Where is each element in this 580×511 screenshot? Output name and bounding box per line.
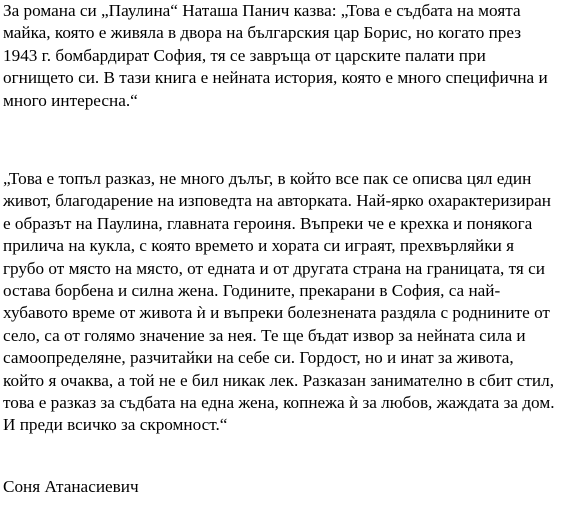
text-line: 1943 г. бомбардират София, тя се завръща от царските палати при bbox=[3, 45, 486, 65]
text-line: това е разказ за съдбата на една жена, копнежа ѝ за любов, жаждата за дом. bbox=[3, 393, 555, 413]
text-line: село, са от голямо значение за нея. Те ще бъдат извор за нейната сила и bbox=[3, 325, 526, 345]
review-paragraph bbox=[3, 168, 555, 437]
text-line: хубавото време от живота ѝ и въпреки болезнената раздяла с роднините от bbox=[3, 303, 550, 323]
text-line: много интересна.“ bbox=[3, 90, 138, 110]
text-line: огнището си. В тази книга е нейната история, която е много специфична и bbox=[3, 68, 548, 88]
text-line: грубо от място на място, от едната и от другата страна на границата, тя си bbox=[3, 258, 545, 278]
text-line: остава борбена и силна жена. Годините, прекарани в София, са най- bbox=[3, 281, 501, 301]
text-line: За романа си „Паулина“ Наташа Панич казва: „Това е съдбата на моята bbox=[3, 1, 521, 20]
signature: Соня Атанасиевич bbox=[3, 477, 139, 496]
intro-paragraph bbox=[3, 0, 548, 112]
text-line: прилича на кукла, с която времето и хората си играят, прехвърляйки я bbox=[3, 236, 514, 256]
text-line: „Това е топъл разказ, не много дълъг, в който все пак се описва цял един bbox=[3, 169, 532, 188]
text-line: майка, която е живяла в двора на българския цар Борис, но когато през bbox=[3, 23, 522, 43]
text-line: е образът на Паулина, главната героиня. Въпреки че е крехка и понякога bbox=[3, 213, 533, 233]
text-line: който я очаква, а той не е бил никак лек. Разказан занимателно в сбит стил, bbox=[3, 370, 554, 390]
text-line: И преди всичко за скромност.“ bbox=[3, 415, 228, 435]
text-line: самоопределяне, разчитайки на себе си. Гордост, но и инат за живота, bbox=[3, 348, 514, 368]
text-line: живот, благодарение на изповедта на авторката. Най-ярко охарактеризиран bbox=[3, 191, 551, 211]
